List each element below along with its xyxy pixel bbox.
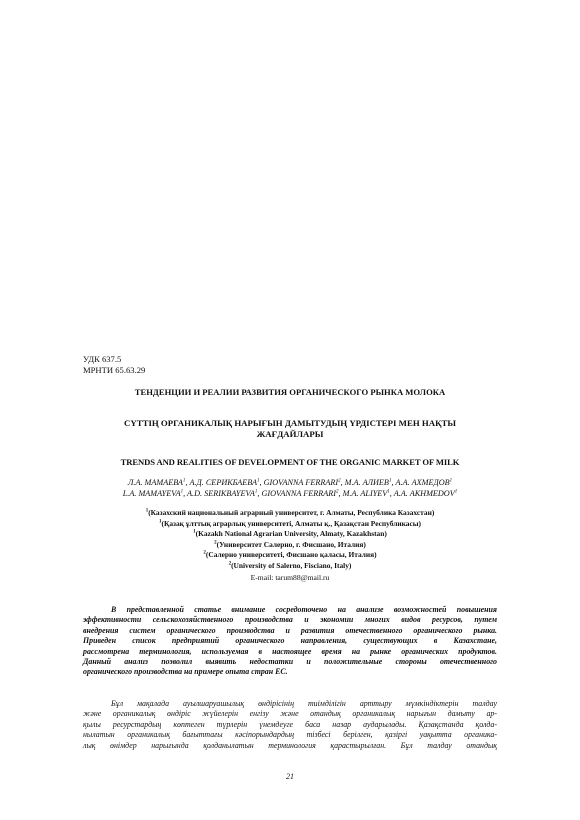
author-separator: , <box>391 478 396 487</box>
affiliation-text: (Казахский национальный аграрный университет, г. Алматы, Республика Казахстан) <box>148 508 435 517</box>
affiliation-line <box>75 519 505 529</box>
title-kz-line2: ЖАҒДАЙЛАРЫ <box>256 429 324 439</box>
paragraph-line: эффективности сельскохозяйственного производства и экономии многих видов ресурсов, путем <box>83 615 497 625</box>
author-separator: , <box>340 478 345 487</box>
author-name: А.Д. СЕРИКБАЕВА <box>189 478 257 487</box>
affiliation-marker: 2 <box>228 561 232 567</box>
paragraph-line: қылы ресурстардың көптеген түрлерін үнемдеуге баса назар аударылады. Қазақстанда қолда- <box>83 719 497 729</box>
paragraph-line: рассмотрена терминология, используемая в настоящее время на рынке органических продуктов. <box>83 646 497 656</box>
title-en: TRENDS AND REALITIES OF DEVELOPMENT OF THE ORGANIC MARKET OF MILK <box>120 457 460 467</box>
udk-code: УДК 637.5 <box>83 354 122 364</box>
affiliation-marker: 1 <box>159 519 162 525</box>
affiliation-marker: 1 <box>193 529 196 535</box>
author-affiliation-marker: 1 <box>256 478 260 484</box>
affiliation-text: (Kazakh National Agrarian University, Almaty, Kazakhstan) <box>195 529 387 539</box>
affiliation-text: (Салерно университеті, Фисшано қаласы, Италия) <box>205 550 377 560</box>
author-separator: , <box>259 478 264 487</box>
affiliation-text: (Қазақ ұлттық аграрлық университеті, Алматы қ., Қазақстан Республикасы) <box>161 518 421 528</box>
paragraph-line: нылатын органикалық бағыттағы кәсіпорындардың тізбесі берілген, қазіргі уақытта органика- <box>83 730 497 740</box>
author-separator: , <box>185 478 190 487</box>
author-affiliation-marker: 1 <box>388 478 392 484</box>
author-separator: , <box>338 489 343 498</box>
paragraph-line: лық өнімдер нарығында қолданылатын терминология қарастырылған. Бұл талдау отандық <box>83 740 497 750</box>
paragraph-line: органического производства на примере опыта стран ЕС. <box>83 667 288 677</box>
author-affiliation-marker: 1 <box>449 478 453 484</box>
author-affiliation-marker: 1 <box>180 489 184 495</box>
author-name: М.А. АЛИЕВ <box>344 478 389 487</box>
paragraph-line: Приведен список предприятий органического направления, существующих в Казахстане, <box>83 636 497 646</box>
author-affiliation-marker: 1 <box>182 478 186 484</box>
affiliation-line <box>75 508 505 518</box>
affiliation-line <box>75 561 505 571</box>
email: E-mail: tarum88@mail.ru <box>250 573 330 582</box>
author-name: GIOVANNA FERRARI <box>263 478 339 487</box>
affiliation-line <box>75 540 505 550</box>
title-kz-line1: СҮТТІҢ ОРГАНИКАЛЫҚ НАРЫҒЫН ДАМЫТУДЫҢ ҮРДІСТЕРІ МЕН НАҚТЫ <box>124 418 456 428</box>
abstract-ru <box>83 605 497 678</box>
author-name: L.A. MAMAYEVA <box>122 489 181 498</box>
page-number: 21 <box>286 772 294 781</box>
title-ru: ТЕНДЕНЦИИ И РЕАЛИИ РАЗВИТИЯ ОРГАНИЧЕСКОГО РЫНКА МОЛОКА <box>134 387 446 397</box>
author-separator: , <box>389 489 394 498</box>
affiliation-marker: 1 <box>145 508 149 514</box>
author-name: Л.А. МАМАЕВА <box>127 478 183 487</box>
paragraph-line: және органикалық өндіріс жүйелерін енгізу және отандық органикалық нарығын дамыту ар- <box>83 709 497 719</box>
affiliation-text: (Университет Салерно, г. Фисшано, Италия) <box>216 539 366 549</box>
abstract-kz <box>83 699 497 751</box>
author-name: A.D. SERIKBAYEVA <box>187 489 255 498</box>
paragraph-line: Данный анализ позволил выявить недостатки и положительные стороны отечественного <box>83 657 497 667</box>
affiliation-marker: 2 <box>203 550 206 556</box>
author-affiliation-marker: 1 <box>454 489 458 495</box>
affiliation-line <box>75 529 505 539</box>
author-name: А.А. АХМЕДОВ <box>395 478 450 487</box>
author-name: GIOVANNA FERRARI <box>261 489 336 498</box>
author-affiliation-marker: 2 <box>336 489 339 495</box>
affiliation-line <box>75 550 505 560</box>
author-name: M.A. ALIYEV <box>342 489 388 498</box>
author-affiliation-marker: 2 <box>338 478 341 484</box>
authors-en <box>75 489 505 500</box>
affiliation-text: (University of Salerno, Fisciano, Italy) <box>231 561 352 570</box>
paragraph-line: В представленной статье внимание сосредоточено на анализе возможностей повышения <box>111 605 497 614</box>
paragraph-line: внедрения систем органического производства и развития отечественного органического рынка. <box>83 625 497 635</box>
affiliation-marker: 2 <box>214 540 217 546</box>
author-name: A.A. AKHMEDOV <box>393 489 455 498</box>
author-separator: , <box>183 489 188 498</box>
author-affiliation-marker: 1 <box>254 489 258 495</box>
paragraph-line: Бұл мақалада ауылшаруашылық өндірісінің тиімділігін арттыру мүмкіндіктерін талдау <box>111 699 497 708</box>
mrnti-code: МРНТИ 65.63.29 <box>83 365 146 375</box>
author-separator: , <box>257 489 262 498</box>
author-affiliation-marker: 1 <box>387 489 390 495</box>
authors-ru <box>75 478 505 489</box>
